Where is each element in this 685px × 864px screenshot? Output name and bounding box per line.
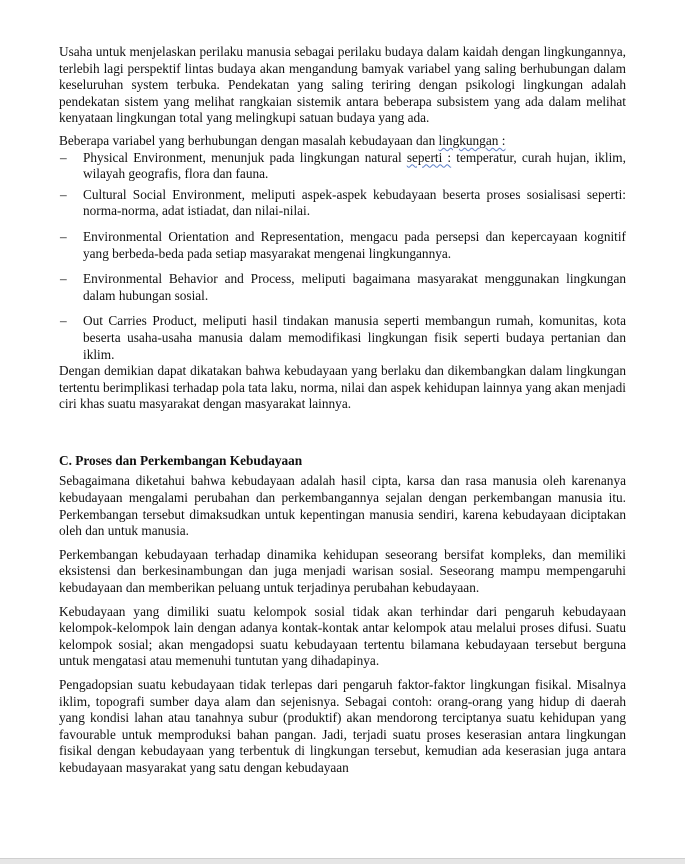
list-marker: – [60, 149, 67, 165]
section-paragraph: Perkembangan kebudayaan terhadap dinamika kehidupan seseorang bersifat kompleks, dan memiliki eksistensi dan berkesinambungan dan juga menjadi warisan sosial. Seseorang mampu mempengaruhi kebudayaan dan memberikan peluang untuk terjadinya perubahan kebudayaan. [59, 546, 626, 596]
list-item-text: Environmental Orientation and Representation, mengacu pada persepsi dan kepercayaan kognitif yang berbeda-beda pada setiap masyarakat mengenai lingkungannya. [83, 228, 626, 261]
list-marker: – [60, 313, 67, 329]
section-heading: C. Proses dan Perkembangan Kebudayaan [59, 452, 303, 468]
section-paragraph: Pengadopsian suatu kebudayaan tidak terlepas dari pengaruh faktor-faktor lingkungan fisikal. Misalnya iklim, topografi sumber daya alam dan sejenisnya. Sebagai contoh: orang-orang yang hidup di daerah yang kondisi lahan atau tanahnya subur (produktif) akan mendorong terciptanya suatu kehidupan yang favourable untuk memproduksi bahan pangan. Jadi, terjadi suatu proses keserasian antara lingkungan fisikal dengan kebudayaan yang terbentuk di lingkungan tersebut, kemudian ada keserasian juga antara kebudayaan masyarakat yang satu dengan kebudayaan [59, 677, 626, 775]
list-item [59, 150, 626, 183]
intro-paragraph: Usaha untuk menjelaskan perilaku manusia sebagai perilaku budaya dalam kaidah dengan lingkungannya, terlebih lagi perspektif lintas budaya akan mengandung bamyak variabel yang saling berhubungan dalam keseluruhan system terbuka. Pendekatan yang saling teriring dengan psikologi lingkungan adalah pendekatan sistem yang melihat rangkaian sistemik antara beberapa subsistem yang ada dalam melihat kenyataan lingkungan total yang melingkupi satuan budaya yang ada. [59, 44, 626, 126]
spelling-flag[interactable]: seperti : [406, 149, 452, 165]
list-marker: – [60, 228, 67, 244]
section-paragraph: Kebudayaan yang dimiliki suatu kelompok sosial tidak akan terhindar dari pengaruh kebudayaan kelompok-kelompok lain dengan adanya kontak-kontak antar kelompok atau melalui proses difusi. Suatu kelompok sosial; akan mengadopsi suatu kebudayaan tertentu bilamana kebudayaan tersebut berguna untuk mengatasi atau memenuhi tuntutan yang dihadapinya. [59, 603, 626, 669]
page-bottom-edge [0, 858, 685, 864]
variables-intro-text: Beberapa variabel yang berhubungan dengan masalah kebudayaan dan [59, 132, 439, 148]
list-item-text: Environmental Behavior and Process, meliputi bagaimana masyarakat menggunakan lingkungan dalam hubungan sosial. [83, 271, 626, 303]
list-item-text-continued: temperatur, curah hujan, iklim, wilayah geografis, flora dan fauna. [83, 149, 626, 182]
variables-intro [59, 133, 626, 150]
document-body [59, 44, 626, 777]
list-item-text: Physical Environment, menunjuk pada lingkungan natural [83, 149, 407, 165]
list-marker: – [60, 186, 67, 202]
conclusion-paragraph: Dengan demikian dapat dikatakan bahwa kebudayaan yang berlaku dan dikembangkan dalam lingkungan tertentu berimplikasi terhadap pola tata laku, norma, nilai dan aspek kehidupan lainnya yang akan menjadi ciri khas suatu masyarakat dengan masyarakat lainnya. [59, 363, 626, 412]
list-item [59, 229, 626, 262]
variables-list [59, 150, 626, 364]
list-item-text: Out Carries Product, meliputi hasil tindakan manusia seperti membangun rumah, komunitas, kota beserta usaha-usaha manusia dalam memodifikasi lingkungan fisik seperti budaya pertanian dan iklim. [83, 313, 626, 362]
list-item-text: Cultural Social Environment, meliputi aspek-aspek kebudayaan beserta proses sosialisasi seperti: norma-norma, adat istiadat, dan nilai-nilai. [83, 186, 626, 219]
list-item [59, 313, 626, 363]
list-item [59, 271, 626, 304]
section-paragraph: Sebagaimana diketahui bahwa kebudayaan adalah hasil cipta, karsa dan rasa manusia oleh karenanya kebudayaan mengalami perubahan dan perkembangannya sejalan dengan perkembangan manusia itu. Perkembangan tersebut dimaksudkan untuk kepentingan manusia sendiri, karena kebudayaan diciptakan oleh dan untuk manusia. [59, 473, 626, 539]
spelling-flag[interactable]: lingkungan : [438, 132, 506, 148]
list-item [59, 187, 626, 220]
list-marker: – [60, 271, 67, 287]
